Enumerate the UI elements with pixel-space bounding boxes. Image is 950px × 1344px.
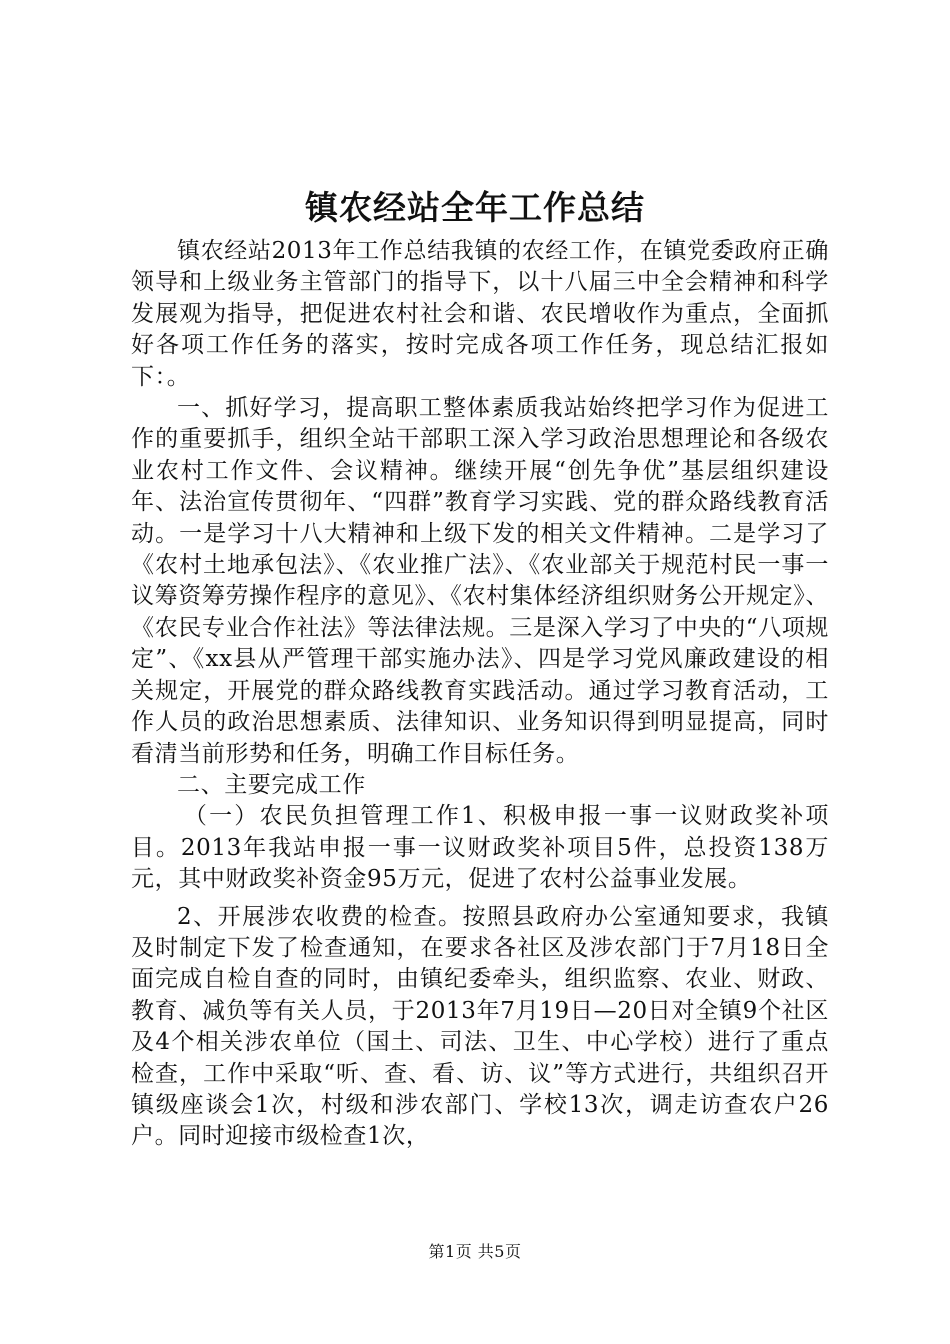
paragraph-fee-inspection: 2、开展涉农收费的检查。按照县政府办公室通知要求，我镇及时制定下发了检查通知，在要求各社区及涉农部门于7月18日全面完成自检自查的同时，由镇纪委牵头，组织监察、农业、财政、教育、减负等有关人员，于2013年7月19日—20日对全镇9个社区及4个相关涉农单位（国土、司法、卫生、中心学校）进行了重点检查，工作中采取“听、查、看、访、议”等方式进行，共组织召开镇级座谈会1次，村级和涉农部门、学校13次，调走访查农户26户。同时迎接市级检查1次， (131, 903, 829, 1150)
document-title: 镇农经站全年工作总结 (305, 188, 645, 227)
document-body (131, 236, 829, 1153)
section-heading-main-work: 二、主要完成工作 (177, 771, 366, 798)
paragraph-farmer-burden: （一）农民负担管理工作1、积极申报一事一议财政奖补项目。2013年我站申报一事一议财政奖补项目5件，总投资138万元，其中财政奖补资金95万元，促进了农村公益事业发展。 (131, 803, 829, 893)
paragraph-study: 一、抓好学习，提高职工整体素质我站始终把学习作为促进工作的重要抓手，组织全站干部职工深入学习政治思想理论和各级农业农村工作文件、会议精神。继续开展“创先争优”基层组织建设年、法治宣传贯彻年、“四群”教育学习实践、党的群众路线教育活动。一是学习十八大精神和上级下发的相关文件精神。二是学习了《农村土地承包法》、《农业推广法》、《农业部关于规范村民一事一议筹资筹劳操作程序的意见》、《农村集体经济组织财务公开规定》、《农民专业合作社法》等法律法规。三是深入学习了中央的“八项规定”、《xx县从严管理干部实施办法》、四是学习党风廉政建设的相关规定，开展党的群众路线教育实践活动。通过学习教育活动，工作人员的政治思想素质、法律知识、业务知识得到明显提高，同时看清当前形势和任务，明确工作目标任务。 (131, 395, 829, 767)
page-footer: 第1页 共5页 (428, 1242, 522, 1261)
paragraph-intro: 镇农经站2013年工作总结我镇的农经工作，在镇党委政府正确领导和上级业务主管部门的指导下，以十八届三中全会精神和科学发展观为指导，把促进农村社会和谐、农民增收作为重点，全面抓好各项工作任务的落实，按时完成各项工作任务，现总结汇报如下：。 (131, 238, 829, 390)
